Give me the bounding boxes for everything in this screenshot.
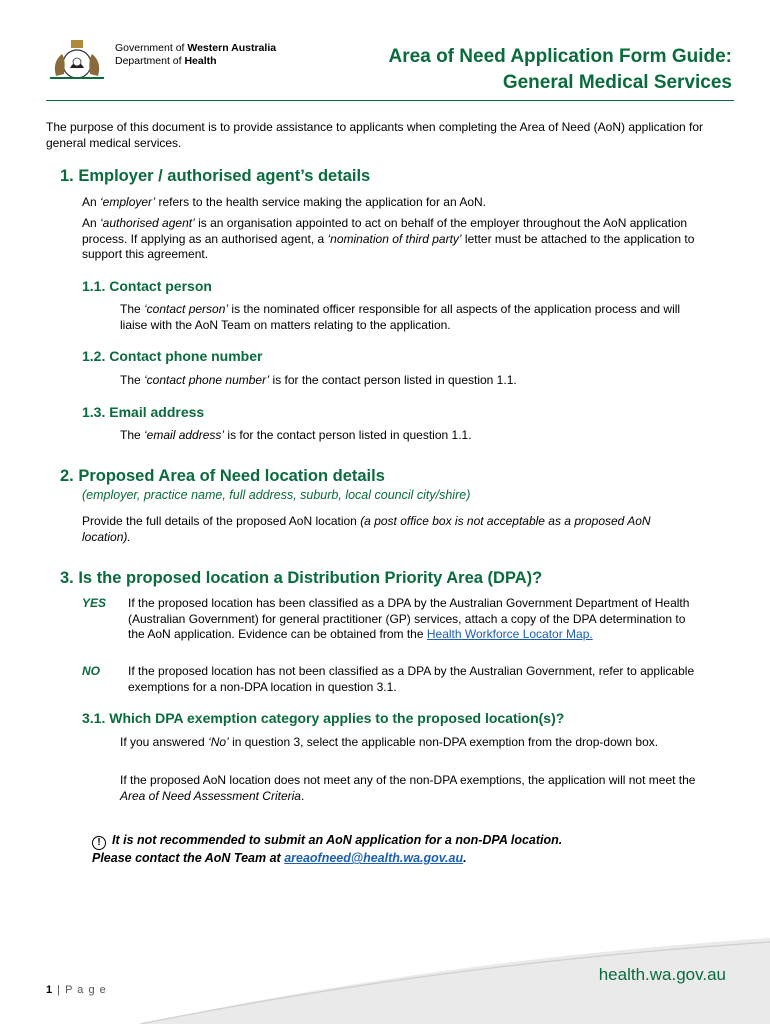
- contact-person-paragraph: The ‘contact person’ is the nominated officer responsible for all aspects of the application process and will liaise with the AoN Team on matters relating to the application.: [120, 302, 681, 332]
- email-address-paragraph: The ‘email address’ is for the contact person listed in question 1.1.: [120, 428, 472, 442]
- section-2-subheading: (employer, practice name, full address, suburb, local council city/shire): [82, 488, 471, 502]
- employer-paragraph: An ‘employer’ refers to the health service making the application for an AoN.: [82, 195, 487, 209]
- yes-label: YES: [82, 596, 107, 610]
- intro-paragraph: The purpose of this document is to provide assistance to applicants when completing the Area of Need (AoN) application for general medical services.: [46, 120, 704, 150]
- section-3-heading: 3. Is the proposed location a Distribution Priority Area (DPA)?: [60, 569, 543, 587]
- section-1-1-heading: 1.1. Contact person: [82, 278, 212, 294]
- section-1-heading: 1. Employer / authorised agent’s details: [60, 167, 371, 185]
- footer-website: health.wa.gov.au: [598, 965, 726, 984]
- header-divider: [46, 100, 734, 101]
- authorised-agent-paragraph: An ‘authorised agent’ is an organisation appointed to act on behalf of the employer throughout the AoN application process. If applying as an authorised agent, a ‘nomination of third party’ letter must be attached to the application to support this agreement.: [82, 216, 695, 261]
- page-header: [0, 0, 770, 110]
- section-2-heading: 2. Proposed Area of Need location details: [60, 467, 385, 485]
- page-number: 1 | P a g e: [46, 984, 107, 996]
- wa-coat-of-arms-icon: [44, 34, 110, 82]
- section-1-2-heading: 1.2. Contact phone number: [82, 348, 263, 364]
- document-title: Area of Need Application Form Guide: General Medical Services: [388, 46, 732, 93]
- no-label: NO: [82, 664, 100, 678]
- important-note: ! It is not recommended to submit an AoN application for a non-DPA location. Please contact the AoN Team at areaofneed@health.wa.gov.au.: [92, 833, 563, 865]
- dpa-exemption-paragraph-2: If the proposed AoN location does not meet any of the non-DPA exemptions, the application will not meet the Area of Need Assessment Criteria.: [120, 773, 696, 803]
- location-details-paragraph: Provide the full details of the proposed AoN location (a post office box is not acceptable as a proposed AoN location).: [82, 514, 651, 544]
- contact-phone-paragraph: The ‘contact phone number’ is for the contact person listed in question 1.1.: [120, 373, 517, 387]
- health-workforce-locator-link[interactable]: Health Workforce Locator Map.: [426, 627, 593, 641]
- yes-paragraph: If the proposed location has been classified as a DPA by the Australian Government Department of Health (Australian Government) for general practitioner (GP) services, attach a copy of the DPA determination to the AoN application. Evidence can be obtained from the Health Workforce Locator Map.: [128, 596, 690, 641]
- aon-team-email-link[interactable]: areaofneed@health.wa.gov.au: [284, 851, 464, 865]
- dpa-exemption-paragraph-1: If you answered ‘No’ in question 3, select the applicable non-DPA exemption from the drop-down box.: [120, 735, 659, 749]
- section-3-1-heading: 3.1. Which DPA exemption category applies to the proposed location(s)?: [82, 710, 565, 726]
- organisation-name: Government of Western Australia Department of Health: [115, 42, 277, 67]
- info-icon: !: [92, 836, 106, 850]
- section-1-3-heading: 1.3. Email address: [82, 404, 205, 420]
- no-paragraph: If the proposed location has not been classified as a DPA by the Australian Government, refer to applicable exemptions for a non-DPA location in question 3.1.: [128, 664, 695, 694]
